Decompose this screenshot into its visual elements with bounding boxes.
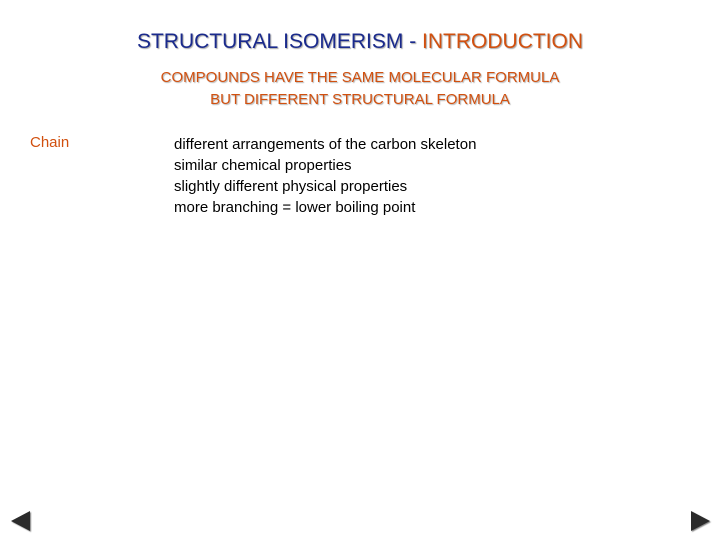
point-item: similar chemical properties xyxy=(174,157,352,174)
point-item: different arrangements of the carbon skeleton xyxy=(174,136,477,153)
slide-subtitle xyxy=(0,67,720,111)
subtitle-line: BUT DIFFERENT STRUCTURAL FORMULA xyxy=(210,91,510,108)
subtitle-line: COMPOUNDS HAVE THE SAME MOLECULAR FORMULA xyxy=(160,69,560,86)
point-item: slightly different physical properties xyxy=(174,178,408,195)
point-item: more branching = lower boiling point xyxy=(174,199,416,216)
triangle-left-icon[interactable] xyxy=(11,511,30,531)
section-label-chain: Chain xyxy=(30,134,70,151)
slide-title xyxy=(0,30,720,54)
triangle-right-icon[interactable] xyxy=(691,511,710,531)
slide-title-main: STRUCTURAL ISOMERISM - xyxy=(136,30,423,53)
slide-title-accent: INTRODUCTION xyxy=(422,30,584,53)
points-list xyxy=(174,134,476,218)
